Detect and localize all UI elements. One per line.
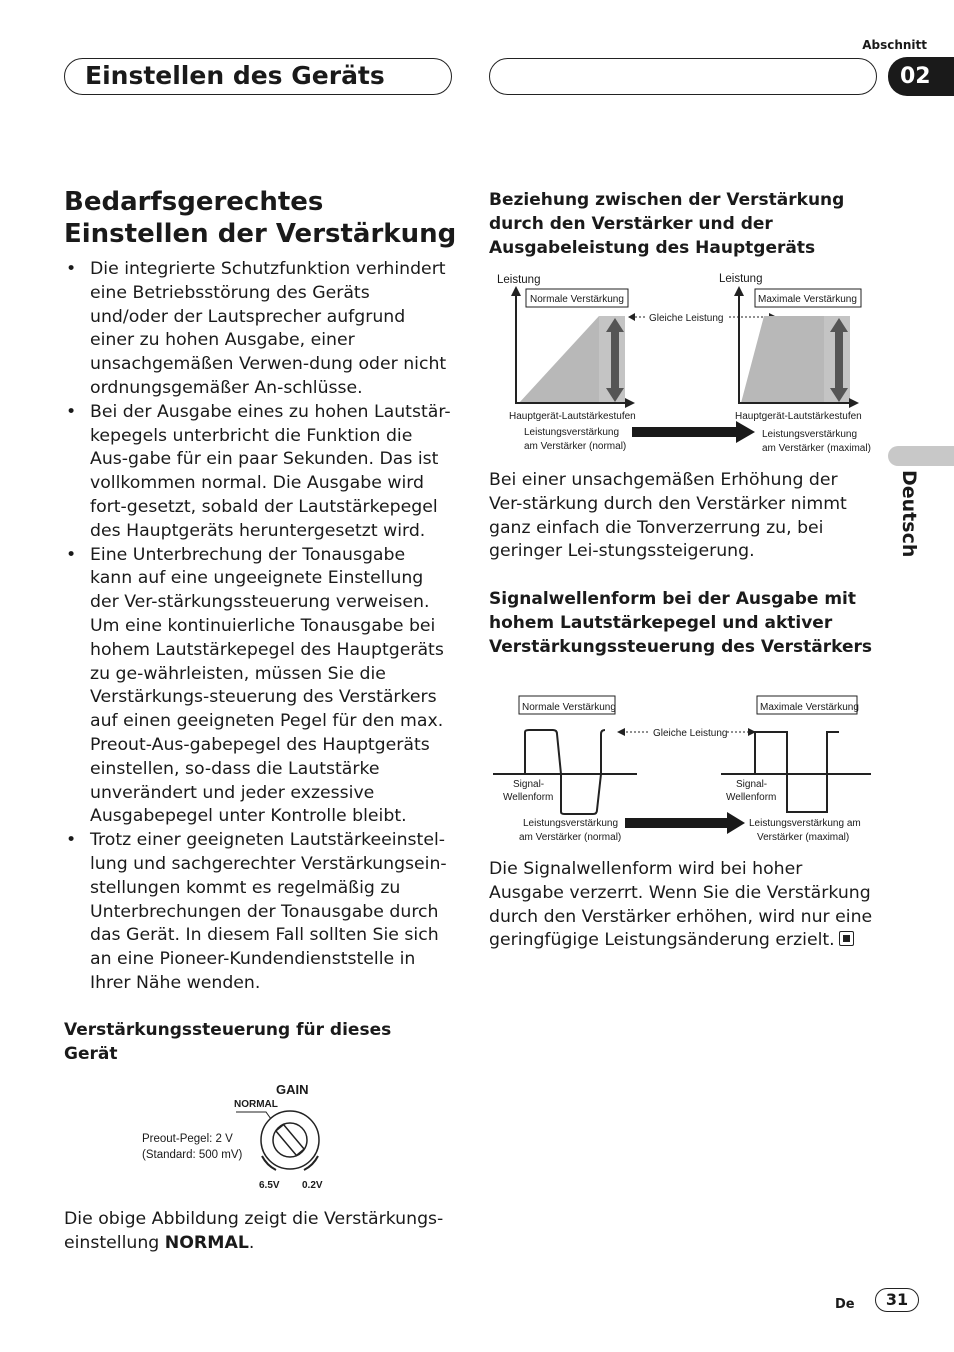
gain-caption [64, 1208, 454, 1256]
footer-language-code: De [835, 1297, 855, 1312]
signal-label-right-2: Wellenform [726, 792, 777, 803]
equal-power-arrow-2-left [617, 728, 625, 736]
max-gain-area [741, 316, 824, 403]
gain-normal-line2: am Verstärker (normal) [524, 441, 627, 452]
power-axis-label-right: Leistung [719, 273, 763, 285]
gain-max-2-line2: Verstärker (maximal) [757, 832, 850, 843]
gain-knob-figure [136, 1078, 336, 1198]
header-empty-frame [489, 58, 877, 95]
end-of-section-icon [839, 931, 854, 946]
page-number: 31 [875, 1288, 919, 1312]
gain-normal-2-line2: am Verstärker (normal) [519, 832, 622, 843]
caption-normal-bold: NORMAL [164, 1232, 249, 1253]
normal-gain-box-label: Normale Verstärkung [530, 294, 624, 305]
list-item: • Eine Unterbrechung der Tonausgabe kann auf eine ungeeignete Einstellung der Ver-stärkungssteuerung verweisen. Um eine kontinuierliche Tonausgabe bei hohem Lautstärkepegel des Hauptgeräts zu ge-währleisten, müssen Sie die Verstärkungs-steuerung des Verstärkers auf einen geeigneten Pegel für den max. Preout-Aus-gabepegel des Hauptgeräts einstellen, so-dass die Lautstärke unverändert und jeder exzessive Ausgabepegel unter Kontrolle bleibt. [64, 544, 452, 830]
gain-normal-2-line1: Leistungsverstärkung [523, 818, 619, 829]
abschnitt-label: Abschnitt [862, 38, 927, 52]
x-axis-label-left: Hauptgerät-Lautstärkestufen [509, 411, 636, 422]
page-title [64, 186, 464, 250]
list-item: • Trotz einer geeigneten Lautstärkeeinstel-lung und sachgerechter Verstärkungsein-stellungen kommt es regelmäßig zu Unterbrechungen der Tonausgabe durch das Gerät. In diesem Fall sollten Sie sich an eine Pioneer-Kundendienststelle in Ihrer Nähe wenden. [64, 829, 452, 996]
caption-text: Die obige Abbildung zeigt die Verstärkungs-einstellung [64, 1209, 444, 1253]
signal-label-left-2: Wellenform [503, 792, 554, 803]
waveform-explanation-paragraph [489, 858, 879, 953]
normal-label: NORMAL [234, 1099, 278, 1110]
signal-label-left-1: Signal- [513, 779, 545, 790]
gain-max-2-line1: Leistungsverstärkung am [749, 818, 861, 829]
min-gain-label: 6.5V [259, 1180, 280, 1191]
caption-period: . [248, 1232, 255, 1253]
normal-gain-area [519, 316, 599, 403]
preout-line1: Preout-Pegel: 2 V [142, 1133, 233, 1145]
signal-waveform-diagram [489, 690, 879, 850]
waveform-explanation-text: Die Signalwellenform wird bei hoher Ausgabe verzerrt. Wenn Sie die Verstärkung durch den Verstärker erhöhen, wird nur eine geringfügige Leistungsänderung erzielt. [489, 859, 873, 951]
x-axis-label-right: Hauptgerät-Lautstärkestufen [735, 411, 862, 422]
language-side-label [868, 470, 948, 558]
language-tab-marker [888, 446, 954, 466]
power-axis-label-left: Leistung [497, 274, 541, 286]
equal-power-arrow-left [628, 313, 635, 321]
max-gain-label: 0.2V [302, 1180, 323, 1191]
gain-output-heading: Beziehung zwischen der Verstärkung durch den Verstärker und der Ausgabeleistung des Hauptgeräts [489, 190, 845, 258]
gain-control-heading: Verstärkungssteuerung für dieses Gerät [64, 1020, 392, 1064]
preout-line2: (Standard: 500 mV) [142, 1149, 243, 1161]
gain-increase-arrow-head [736, 421, 755, 443]
y-axis-right-arrow [734, 286, 744, 296]
equal-power-label-2: Gleiche Leistung [653, 728, 728, 739]
page-title-line1: Bedarfsgerechtes [64, 187, 324, 217]
gain-increase-arrow-body [632, 427, 738, 437]
language-label-text: Deutsch [898, 470, 920, 558]
equal-power-label: Gleiche Leistung [649, 313, 724, 324]
bullet-list [64, 258, 452, 996]
list-item: • Bei der Ausgabe eines zu hohen Lautstär-kepegels unterbricht die Funktion die Aus-gabe für ein paar Sekunden. Das ist vollkommen normal. Die Ausgabe wird fort-gesetzt, sobald der Lautstärkepegel des Hauptgeräts heruntergesetzt wird. [64, 401, 452, 544]
section-title: Einstellen des Geräts [85, 61, 385, 90]
gain-max-line2: am Verstärker (maximal) [762, 443, 871, 454]
gain-explanation-paragraph: Bei einer unsachgemäßen Erhöhung der Ver-stärkung durch den Verstärker nimmt ganz einfach die Tonverzerrung zu, bei geringer Lei-stungssteigerung. [489, 470, 847, 562]
gain-increase-arrow-2-body [625, 818, 729, 828]
chapter-number-badge: 02 [888, 57, 954, 96]
x-axis-right-arrow [849, 398, 859, 408]
y-axis-left-arrow [511, 286, 521, 296]
gain-max-line1: Leistungsverstärkung [762, 429, 858, 440]
waveform-heading: Signalwellenform bei der Ausgabe mit hohem Lautstärkepegel und aktiver Verstärkungssteuerung des Verstärkers [489, 589, 872, 657]
max-gain-box-2-label: Maximale Verstärkung [760, 702, 859, 713]
gain-increase-arrow-2-head [727, 812, 745, 834]
list-item: • Die integrierte Schutzfunktion verhindert eine Betriebsstörung des Geräts und/oder der Lautsprecher aufgrund einer zu hohen Ausgabe, einer unsachgemäßen Verwen-dung oder nicht ordnungsgemäßer An-schlüsse. [64, 258, 452, 401]
gain-output-diagram [489, 266, 879, 458]
gain-normal-line1: Leistungsverstärkung [524, 427, 620, 438]
x-axis-left-arrow [625, 398, 635, 408]
page-title-line2: Einstellen der Verstärkung [64, 219, 457, 249]
signal-label-right-1: Signal- [736, 779, 768, 790]
max-gain-box-label: Maximale Verstärkung [758, 294, 857, 305]
normal-gain-box-2-label: Normale Verstärkung [522, 702, 616, 713]
gain-label: GAIN [276, 1082, 309, 1097]
